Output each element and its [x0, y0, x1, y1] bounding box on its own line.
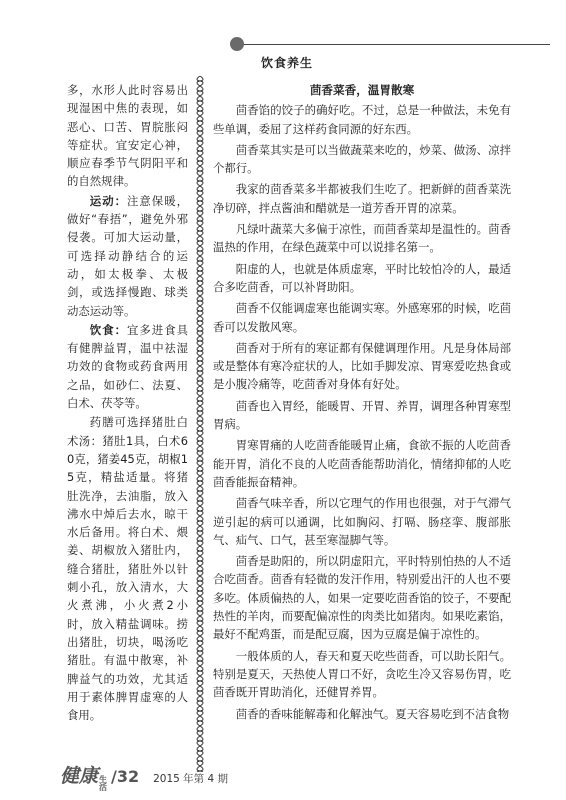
article-paragraph: 茴香的香味能解毒和化解浊气。夏天容易吃到不洁食物 [235, 706, 510, 721]
article-paragraph: 茴香菜其实是可以当做蔬菜来吃的，炒菜、做汤、凉拌个都行。 [213, 142, 511, 176]
left-paragraph-diet [67, 321, 188, 412]
article-paragraph: 茴香馅的饺子的确好吃。不过，总是一种做法，未免有些单调，委屈了这样药食同源的好东西。 [213, 103, 511, 136]
magazine-logo-sub: 生活 [99, 775, 108, 792]
left-paragraph-exercise [67, 192, 188, 320]
article-paragraph: 茴香也入胃经，能暖胃、开胃、养胃，调理各种胃寒型胃病。 [213, 398, 511, 432]
left-paragraph-1: 多，水形人此时容易出现湿困中焦的表现，如恶心、口苦、胃脘胀闷等症状。宜安定心神，顺应春季节气阴阳平和的自然规律。 [67, 83, 188, 189]
column-divider-ornament [196, 76, 204, 772]
article-paragraph: 一般体质的人，春天和夏天吃些茴香，可以助长阳气。特别是夏天，天热使人胃口不好，贪吃生冷又容易伤胃，吃茴香既开胃助消化，还健胃养胃。 [213, 648, 511, 700]
magazine-logo: 健康 [60, 765, 99, 787]
issue-info: 2015 年第 4 期 [153, 773, 229, 785]
left-paragraph-recipe: 药膳可选择猪肚白术汤：猪肚1具，白术60克，猪姜45克，胡椒15克，精盐适量。将猪肚洗净，去油脂，放入沸水中焯后去水，晾干水后备用。将白术、煨姜、胡椒放入猪肚内，缝合猪肚，猪肚外以针刺小孔，放入清水，大火煮沸，小火煮2小时，放入精盐调味。捞出猪肚，切块，喝汤吃猪肚。有温中散寒，补脾益气的功效，尤其适用于素体脾胃虚寒的人食用。 [67, 415, 188, 723]
article-paragraph: 我家的茴香菜多半都被我们生吃了。把新鲜的茴香菜洗净切碎，拌点酱油和醋就是一道芳香开胃的凉菜。 [213, 182, 511, 215]
article-paragraph: 胃寒胃痛的人吃茴香能暖胃止痛，食欲不振的人吃茴香能开胃，消化不良的人吃茴香能帮助消化，情绪抑郁的人吃茴香能振奋精神。 [213, 438, 511, 489]
article-paragraph: 茴香气味辛香，所以它理气的作用也很强，对于气滞气逆引起的病可以通调，比如胸闷、打嗝、肠痉挛、腹部胀气、疝气、口气，甚至寒湿脚气等。 [213, 496, 511, 547]
article-paragraph: 茴香是助阳的，所以阴虚阳亢，平时特别怕热的人不适合吃茴香。茴香有轻微的发汗作用，特别爱出汗的人也不要多吃。体质偏热的人，如果一定要吃茴香馅的饺子，不要配热性的羊肉，而要配偏凉性的肉类比如猪肉。如果吃素馅，最好不配鸡蛋，而是配豆腐，因为豆腐是偏于凉性的。 [213, 554, 511, 642]
page-number-value: 32 [116, 767, 140, 786]
header-dot-ornament [230, 37, 244, 51]
left-column [67, 81, 188, 725]
exercise-text: 注意保暖，做好“春捂”，避免外邪侵袭。可加大运动量，可选择动静结合的运动，如太极拳、太极剑，或选择慢跑、球类动态运动等。 [67, 193, 188, 318]
diet-label: 饮食： [89, 322, 127, 337]
article-title: 茴香菜香，温胃散寒 [309, 83, 415, 97]
exercise-label: 运动： [89, 193, 127, 208]
page-footer [60, 761, 229, 792]
page-number: /32 [111, 767, 140, 786]
header-rule [236, 44, 550, 45]
article-paragraph: 茴香不仅能调虚寒也能调实寒。外感寒邪的时候，吃茴香可以发散风寒。 [213, 301, 511, 334]
right-column [213, 81, 511, 726]
article-paragraph: 凡绿叶蔬菜大多偏于凉性，而茴香菜却是温性的。茴香温热的作用，在绿色蔬菜中可以说排名第一。 [213, 222, 511, 255]
diet-text: 宜多进食具有健脾益胃，温中祛湿功效的食物或药食两用之品，如砂仁、法夏、白术、茯苓等。 [67, 322, 188, 411]
section-title: 饮食养生 [261, 56, 314, 70]
article-paragraph: 茴香对于所有的寒证都有保健调理作用。凡是身体局部或是整体有寒冷症状的人，比如手脚发凉、胃寒爱吃热食或是小腹冷痛等，吃茴香对身体有好处。 [213, 340, 511, 392]
article-paragraph: 阳虚的人，也就是体质虚寒，平时比较怕冷的人，最适合多吃茴香，可以补肾助阳。 [213, 261, 511, 294]
